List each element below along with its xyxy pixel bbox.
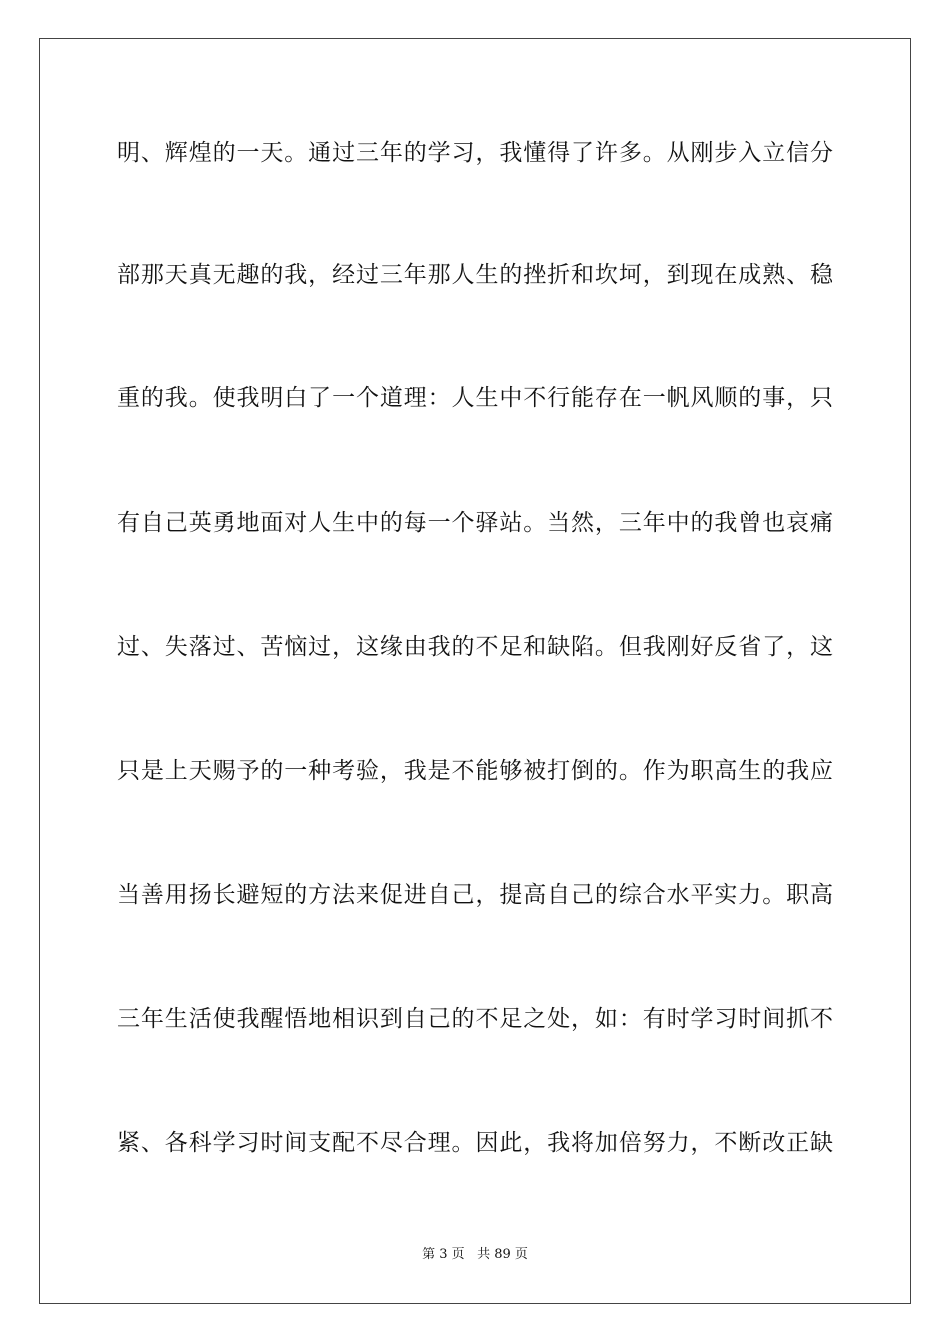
text-line: 当善用扬长避短的方法来促进自己，提高自己的综合水平实力。职高 [117, 882, 833, 908]
text-line: 紧、各科学习时间支配不尽合理。因此，我将加倍努力，不断改正缺 [117, 1130, 833, 1156]
page-total: 共 89 页 [477, 1247, 528, 1262]
text-line: 只是上天赐予的一种考验，我是不能够被打倒的。作为职高生的我应 [117, 758, 833, 784]
text-line: 有自己英勇地面对人生中的每一个驿站。当然，三年中的我曾也哀痛 [117, 510, 833, 536]
text-line: 重的我。使我明白了一个道理：人生中不行能存在一帆风顺的事，只 [117, 385, 833, 411]
text-line: 三年生活使我醒悟地相识到自己的不足之处，如：有时学习时间抓不 [117, 1006, 833, 1032]
text-line: 过、失落过、苦恼过，这缘由我的不足和缺陷。但我刚好反省了，这 [117, 634, 833, 660]
page-footer [0, 1247, 950, 1263]
page-number: 第 3 页 [422, 1247, 465, 1262]
text-line: 明、辉煌的一天。通过三年的学习，我懂得了许多。从刚步入立信分 [117, 140, 833, 166]
text-line: 部那天真无趣的我，经过三年那人生的挫折和坎坷，到现在成熟、稳 [117, 262, 833, 288]
page-border [39, 38, 911, 1304]
